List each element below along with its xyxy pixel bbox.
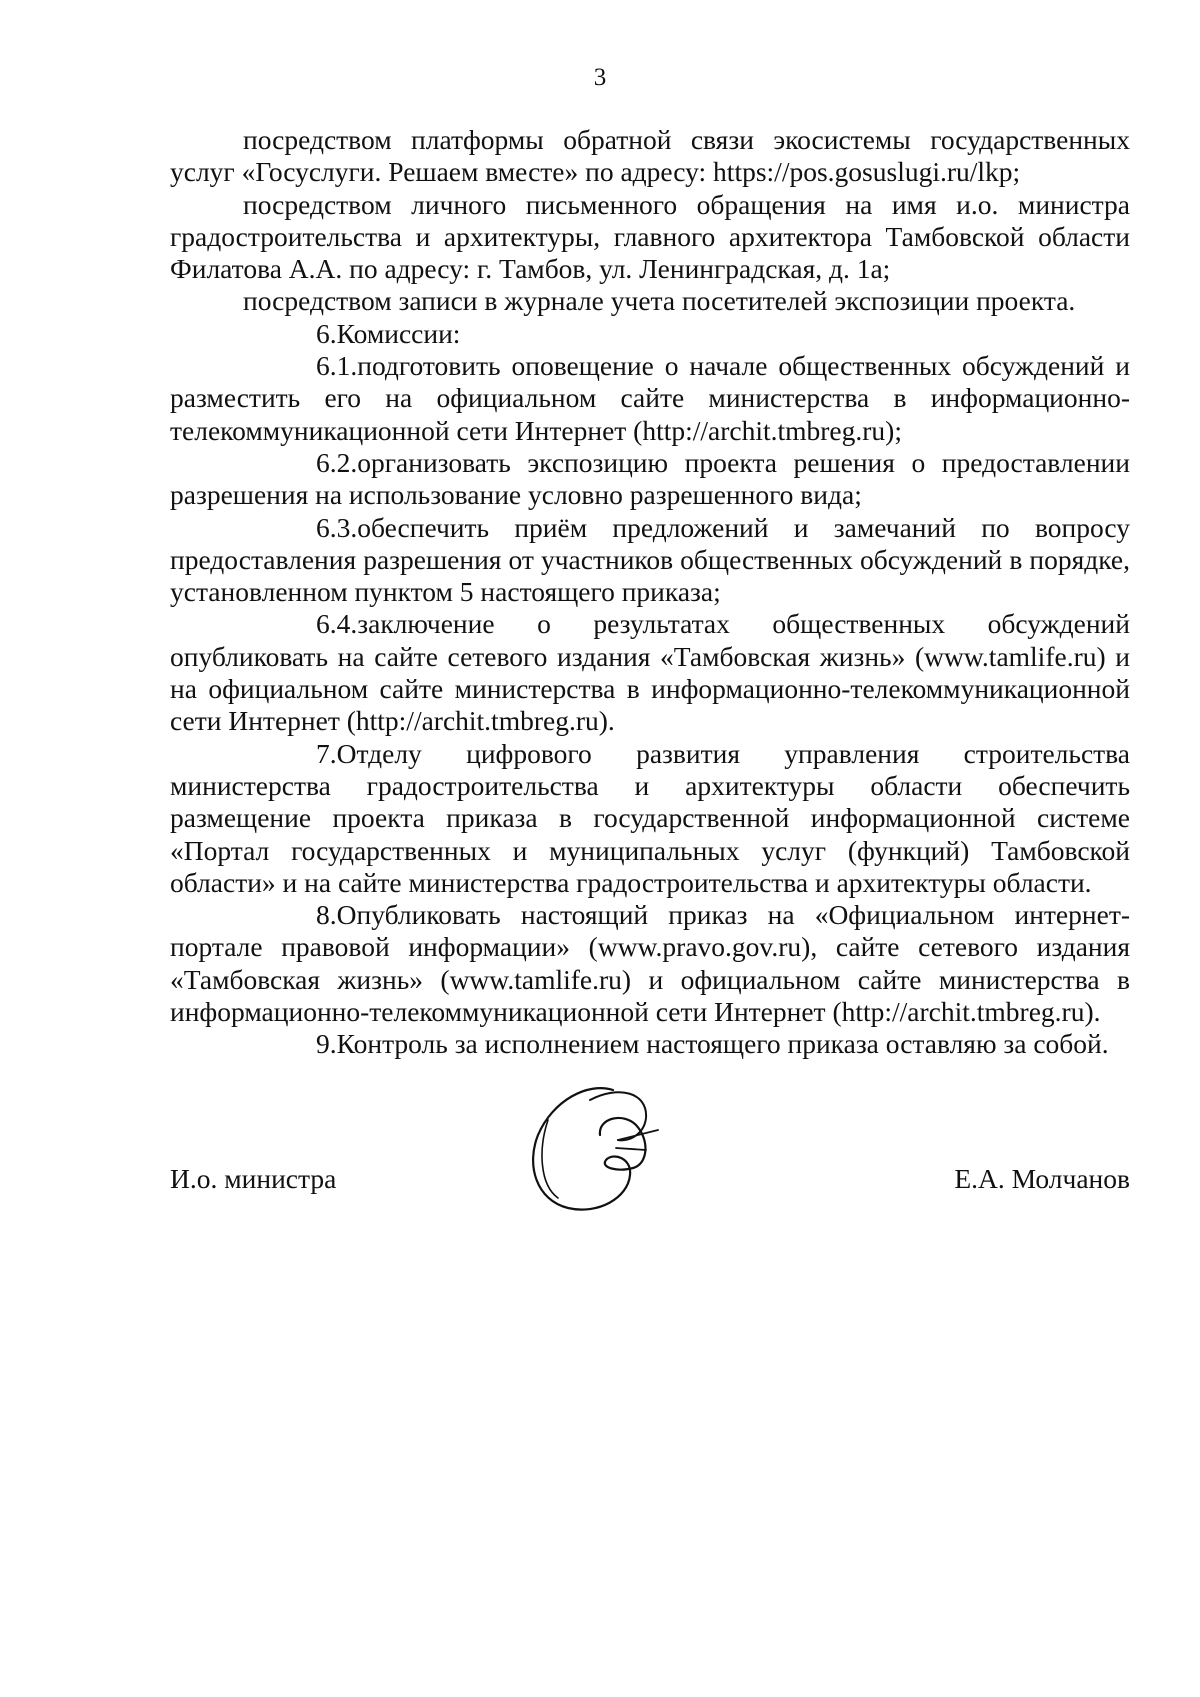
item-7 — [170, 738, 1130, 899]
item-6-1-text: подготовить оповещение о начале общественных обсуждений и разместить его на официальном сайте министерства в информационно-телекоммуникационной сети Интернет (http://archit.tmbreg.ru); — [170, 350, 1130, 446]
item-7-text: Отделу цифрового развития управления строительства министерства градостроительства и архитектуры области обеспечить размещение проекта приказа в государственной информационной системе «Портал государственных и муниципальных услуг (функций) Тамбовской области» и на сайте министерства градостроительства и архитектуры области. — [170, 737, 1130, 898]
paragraph-visitor-log: посредством записи в журнале учета посетителей экспозиции проекта. — [243, 285, 1076, 317]
item-9-text: Контроль за исполнением настоящего приказа оставляю за собой. — [336, 1028, 1109, 1060]
handwritten-signature — [518, 1080, 678, 1230]
item-9 — [170, 1028, 1130, 1060]
signatory-name: Е.А. Молчанов — [954, 1163, 1130, 1194]
item-6-1 — [170, 350, 1130, 447]
item-8-number: 8. — [316, 899, 337, 931]
paragraph-written-appeal: посредством личного письменного обращения на имя и.о. министра градостроительства и архитектуры, главного архитектора Тамбовской области Филатова А.А. по адресу: г. Тамбов, ул. Ленинградская, д. 1а; — [170, 188, 1130, 285]
item-9-number: 9. — [316, 1028, 337, 1060]
item-6 — [170, 318, 1130, 350]
item-7-number: 7. — [316, 737, 337, 769]
item-6-text: Комиссии: — [336, 317, 461, 349]
item-6-2-text: организовать экспозицию проекта решения о предоставлении разрешения на использование условно разрешенного вида; — [170, 446, 1130, 511]
item-6-3-text: обеспечить приём предложений и замечаний по вопросу предоставления разрешения от участников общественных обсуждений в порядке, установленном пунктом 5 настоящего приказа; — [170, 511, 1130, 608]
document-body — [170, 124, 1130, 1061]
item-6-2-number: 6.2. — [316, 446, 358, 478]
page-number: 3 — [593, 64, 607, 91]
signatory-role: И.о. министра — [170, 1163, 337, 1194]
item-6-4-text: заключение о результатах общественных обсуждений опубликовать на сайте сетевого издания «Тамбовская жизнь» (www.tamlife.ru) и на официальном сайте министерства в информационно-телекоммуникационной сети Интернет (http://archit.tmbreg.ru). — [170, 608, 1130, 737]
item-6-4 — [170, 608, 1130, 737]
item-6-4-number: 6.4. — [316, 608, 358, 640]
item-6-1-number: 6.1. — [316, 350, 358, 382]
item-8-text: Опубликовать настоящий приказ на «Официальном интернет-портале правовой информации» (www.pravo.gov.ru), сайте сетевого издания «Тамбовская жизнь» (www.tamlife.ru) и официальном сайте министерства в информационно-телекоммуникационной сети Интернет (http://archit.tmbreg.ru). — [170, 899, 1130, 1028]
item-8 — [170, 899, 1130, 1028]
item-6-3-number: 6.3. — [316, 511, 358, 543]
item-6-number: 6. — [316, 317, 337, 349]
item-6-2 — [170, 447, 1130, 512]
item-6-3 — [170, 512, 1130, 609]
paragraph-feedback-platform: посредством платформы обратной связи экосистемы государственных услуг «Госуслуги. Решаем вместе» по адресу: https://pos.gosuslugi.ru/lkp; — [170, 124, 1130, 188]
